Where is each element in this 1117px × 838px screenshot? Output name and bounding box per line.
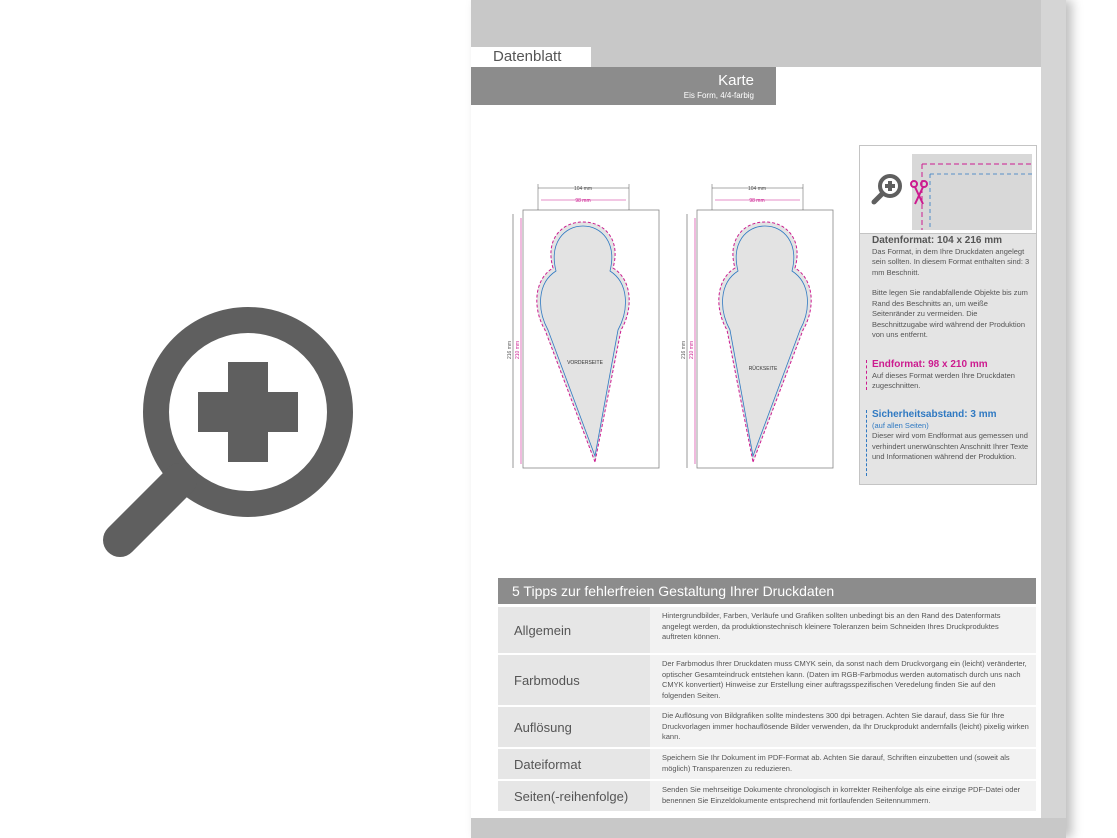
front-side-label: VORDERSEITE: [567, 360, 603, 366]
back-inner-height-label: 210 mm: [689, 340, 695, 360]
back-side-label: RÜCKSEITE: [748, 366, 778, 372]
product-subtitle: Eis Form, 4/4-farbig: [683, 91, 754, 100]
bottom-band: [471, 818, 1066, 838]
front-inner-height-label: 210 mm: [515, 340, 521, 360]
tip-name: Dateiformat: [498, 749, 650, 779]
tips-title: 5 Tipps zur fehlerfreien Gestaltung Ihrer Druckdaten: [498, 578, 1036, 604]
back-width-label: 104 mm: [747, 186, 767, 192]
back-height-label: 216 mm: [681, 340, 687, 360]
tip-name: Farbmodus: [498, 655, 650, 705]
front-width-label: 104 mm: [573, 186, 593, 192]
format-info-box: [859, 145, 1037, 485]
tip-text: Der Farbmodus Ihrer Druckdaten muss CMYK sein, da sonst nach dem Druckvorgang ein (leicht) veränderter, optischer Gesamteindruck entstehen kann. (Daten im RGB-Farbmodus werden automatisch durch uns nach CMYK konvertiert) Hinweise zur Erstellung einer auftragsspezifischen Veredelung finden Sie auf den folgenden Seiten.: [650, 655, 1036, 705]
sicherheit-text: Dieser wird vom Endformat aus gemessen und verhindert unerwünschten Anschnitt Ihrer Texte und Informationen während der Produktion.: [872, 431, 1029, 461]
zoom-in-icon[interactable]: [870, 172, 906, 208]
sicherheit-sub: (auf allen Seiten): [872, 420, 929, 430]
front-height-label: 216 mm: [507, 340, 513, 360]
tip-text: Die Auflösung von Bildgrafiken sollte mindestens 300 dpi betragen. Achten Sie darauf, dass Sie für Ihre Druckvorlagen immer hochauflösende Bilder verwenden, da Ihr Druckprodukt andernfalls (leicht) pixelig wirken kann.: [650, 707, 1036, 747]
datasheet-page: [471, 0, 1066, 838]
table-row: [498, 607, 1036, 653]
front-side-diagram: [507, 184, 659, 468]
right-margin-band: [1041, 0, 1066, 838]
endformat-title: Endformat: 98 x 210 mm: [872, 359, 988, 370]
product-title: Karte: [718, 72, 754, 89]
tip-name: Auflösung: [498, 707, 650, 747]
sicherheit-marker: [866, 410, 868, 476]
scissors-icon: [910, 180, 928, 206]
format-diagram: [505, 180, 845, 480]
datenformat-block: [872, 236, 1032, 341]
endformat-block: [872, 360, 1032, 392]
datenformat-text2: Bitte legen Sie randabfallende Objekte bis zum Rand des Beschnitts an, um weiße Seitenränder zu vermeiden. Die Beschnittzugabe wird während der Produktion von uns entfernt.: [872, 288, 1028, 339]
table-row: [498, 781, 1036, 811]
sicherheit-title: Sicherheitsabstand: 3 mm: [872, 409, 997, 420]
endformat-marker: [866, 360, 868, 390]
datasheet-tag: Datenblatt: [471, 47, 591, 67]
table-row: [498, 655, 1036, 705]
datenformat-text: Das Format, in dem Ihre Druckdaten angelegt sein sollten. In diesem Format enthalten sind: 3 mm Beschnitt.: [872, 246, 1030, 277]
tip-name: Seiten(-reihenfolge): [498, 781, 650, 811]
datenformat-title: Datenformat: 104 x 216 mm: [872, 235, 1003, 246]
zoom-in-icon[interactable]: [100, 300, 360, 560]
sicherheit-block: [872, 410, 1032, 463]
back-side-diagram: [681, 184, 833, 468]
back-inner-width-label: 98 mm: [749, 198, 765, 204]
format-preview: [860, 146, 1036, 234]
tip-text: Senden Sie mehrseitige Dokumente chronologisch in korrekter Reihenfolge als eine einzige PDF-Datei oder benennen Sie Einzeldokumente entsprechend mit fortlaufenden Seitennummern.: [650, 781, 1036, 811]
front-inner-width-label: 98 mm: [575, 198, 591, 204]
table-row: [498, 707, 1036, 747]
table-row: [498, 749, 1036, 779]
tip-name: Allgemein: [498, 607, 650, 653]
title-bar: [471, 67, 776, 105]
tip-text: Speichern Sie Ihr Dokument im PDF-Format ab. Achten Sie darauf, Schriften einzubetten und (soweit als möglich) Transparenzen zu reduzieren.: [650, 749, 1036, 779]
tips-table: [498, 578, 1036, 805]
tip-text: Hintergrundbilder, Farben, Verläufe und Grafiken sollten unbedingt bis an den Rand des Datenformats angelegt werden, da produktionstechnisch kleinere Toleranzen beim Schneiden Ihres Druckproduktes auftreten können.: [650, 607, 1036, 653]
endformat-text: Auf dieses Format werden Ihre Druckdaten zugeschnitten.: [872, 370, 1015, 390]
